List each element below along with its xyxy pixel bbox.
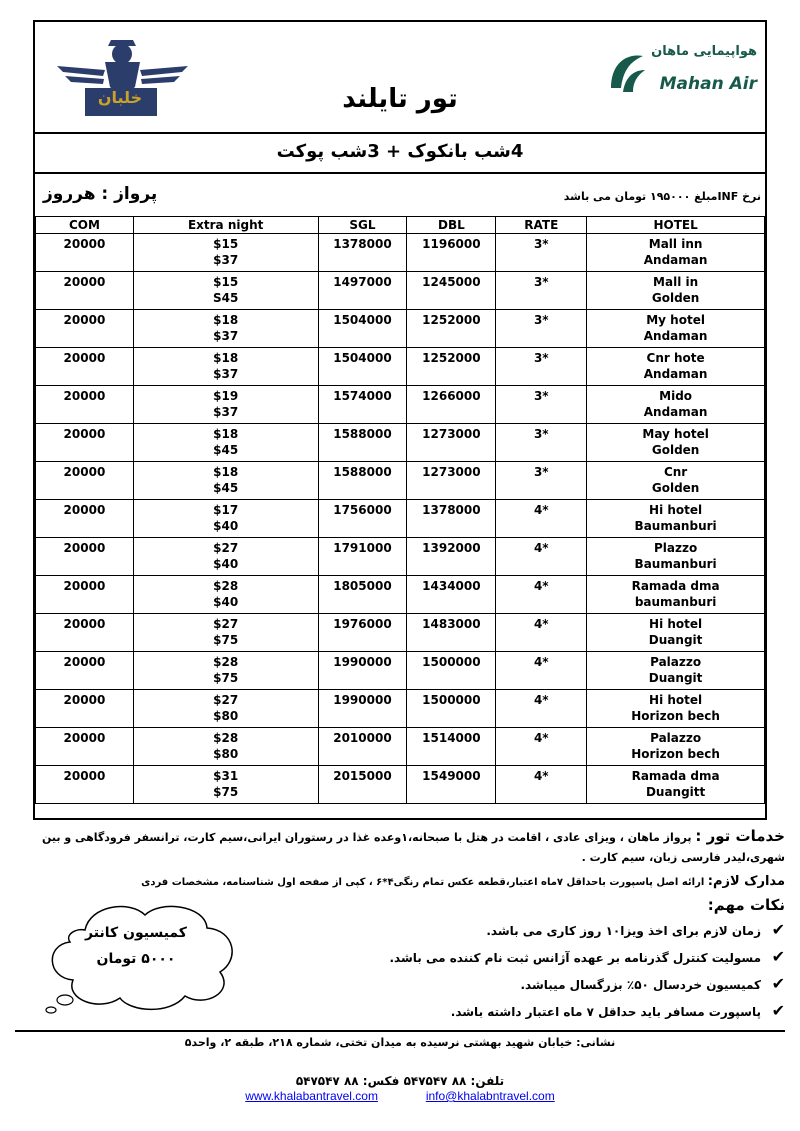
table-row — [36, 576, 765, 614]
extra-night-cell: $28 $40 — [133, 576, 318, 614]
dbl-cell: 1252000 — [407, 310, 496, 348]
documents-label: مدارک لازم: — [707, 874, 785, 889]
com-cell: 20000 — [36, 766, 134, 804]
com-cell: 20000 — [36, 462, 134, 500]
rate-cell: 4* — [496, 690, 587, 728]
table-row — [36, 728, 765, 766]
checkmark-icon: ✔ — [771, 1001, 785, 1020]
table-row — [36, 272, 765, 310]
email-link[interactable]: info@khalabntravel.com — [425, 1089, 555, 1103]
phone-fax: تلفن: ۸۸ ۵۴۷۵۴۷ فکس: ۸۸ ۵۴۷۵۴۷ — [295, 1074, 505, 1088]
dbl-cell: 1378000 — [407, 500, 496, 538]
rate-cell: 4* — [496, 728, 587, 766]
header-extra-night: Extra night — [133, 217, 318, 234]
commission-note — [76, 920, 196, 972]
sgl-cell: 2015000 — [318, 766, 407, 804]
table-row — [36, 348, 765, 386]
airline-name-en: Mahan Air — [659, 74, 757, 94]
header-sgl: SGL — [318, 217, 407, 234]
dbl-cell: 1273000 — [407, 462, 496, 500]
hotel-cell: Hi hotel Horizon bech — [587, 690, 765, 728]
services-label: خدمات تور : — [695, 827, 785, 845]
sgl-cell: 1497000 — [318, 272, 407, 310]
mahan-logo — [607, 44, 757, 104]
agency-name: خلبان — [97, 88, 143, 107]
extra-night-cell: $19 $37 — [133, 386, 318, 424]
hotel-cell: Mall in Golden — [587, 272, 765, 310]
dbl-cell: 1266000 — [407, 386, 496, 424]
sgl-cell: 1756000 — [318, 500, 407, 538]
hotel-cell: Palazzo Horizon bech — [587, 728, 765, 766]
footer-divider — [15, 1030, 785, 1032]
sgl-cell: 1588000 — [318, 462, 407, 500]
rate-cell: 3* — [496, 310, 587, 348]
hotel-cell: Hi hotel Duangit — [587, 614, 765, 652]
info-bar — [35, 172, 765, 216]
notes-list — [355, 918, 785, 1026]
dbl-cell: 1273000 — [407, 424, 496, 462]
sgl-cell: 1990000 — [318, 690, 407, 728]
commission-line-1: کمیسیون کانتر — [85, 925, 187, 941]
rate-cell: 4* — [496, 538, 587, 576]
com-cell: 20000 — [36, 690, 134, 728]
header-hotel: HOTEL — [587, 217, 765, 234]
com-cell: 20000 — [36, 652, 134, 690]
checkmark-icon: ✔ — [771, 974, 785, 993]
rate-cell: 3* — [496, 272, 587, 310]
table-row — [36, 766, 765, 804]
dbl-cell: 1434000 — [407, 576, 496, 614]
rate-cell: 3* — [496, 386, 587, 424]
inf-price-note: نرخ INFمبلغ ۱۹۵۰۰۰ تومان می باشد — [563, 190, 761, 203]
main-frame — [33, 20, 767, 820]
checkmark-icon: ✔ — [771, 920, 785, 939]
sgl-cell: 1990000 — [318, 652, 407, 690]
dbl-cell: 1514000 — [407, 728, 496, 766]
extra-night-cell: $27 $75 — [133, 614, 318, 652]
com-cell: 20000 — [36, 234, 134, 272]
dbl-cell: 1500000 — [407, 690, 496, 728]
sgl-cell: 1976000 — [318, 614, 407, 652]
dbl-cell: 1549000 — [407, 766, 496, 804]
note-item: ✔زمان لازم برای اخذ ویزا۱۰ روز کاری می باشد. — [355, 918, 785, 945]
com-cell: 20000 — [36, 500, 134, 538]
dbl-cell: 1483000 — [407, 614, 496, 652]
extra-night-cell: $15 S45 — [133, 272, 318, 310]
sgl-cell: 1805000 — [318, 576, 407, 614]
dbl-cell: 1392000 — [407, 538, 496, 576]
com-cell: 20000 — [36, 386, 134, 424]
tour-services — [15, 826, 785, 868]
com-cell: 20000 — [36, 614, 134, 652]
required-documents — [15, 874, 785, 889]
table-row — [36, 386, 765, 424]
note-item: ✔پاسپورت مسافر باید حداقل ۷ ماه اعتبار داشته باشد. — [355, 999, 785, 1026]
contact-links — [15, 1089, 785, 1103]
sgl-cell: 1504000 — [318, 310, 407, 348]
table-row — [36, 500, 765, 538]
rate-cell: 4* — [496, 614, 587, 652]
header-dbl: DBL — [407, 217, 496, 234]
hotel-cell: Ramada dma Duangitt — [587, 766, 765, 804]
dbl-cell: 1500000 — [407, 652, 496, 690]
hotel-cell: Mido Andaman — [587, 386, 765, 424]
flight-days: پرواز : هرروز — [43, 184, 158, 204]
address: نشانی: خیابان شهید بهشتی نرسیده به میدان تختی، شماره ۲۱۸، طبقه ۲، واحد۵ — [184, 1036, 616, 1049]
rate-cell: 4* — [496, 500, 587, 538]
header-com: COM — [36, 217, 134, 234]
table-row — [36, 424, 765, 462]
note-item: ✔کمیسیون خردسال ۵۰٪ بزرگسال میباشد. — [355, 972, 785, 999]
hotel-cell: My hotel Andaman — [587, 310, 765, 348]
page-title: تور تایلند — [342, 84, 458, 114]
hotel-cell: Plazzo Baumanburi — [587, 538, 765, 576]
table-row — [36, 234, 765, 272]
extra-night-cell: $27 $40 — [133, 538, 318, 576]
com-cell: 20000 — [36, 424, 134, 462]
com-cell: 20000 — [36, 272, 134, 310]
extra-night-cell: $28 $80 — [133, 728, 318, 766]
table-row — [36, 462, 765, 500]
sgl-cell: 1504000 — [318, 348, 407, 386]
sgl-cell: 2010000 — [318, 728, 407, 766]
rate-cell: 4* — [496, 576, 587, 614]
com-cell: 20000 — [36, 576, 134, 614]
note-item: ✔مسولیت کنترل گذرنامه بر عهده آژانس ثبت نام کننده می باشد. — [355, 945, 785, 972]
extra-night-cell: $18 $45 — [133, 424, 318, 462]
tour-subtitle: 4شب بانکوک + 3شب پوکت — [35, 132, 765, 174]
services-text: پرواز ماهان ، ویزای عادی ، اقامت در هتل با صبحانه،۱وعده غذا در رستوران ایرانی،سیم کارت، ترانسفر فرودگاهی و بین شهری،لیدر فارسی زبان، سیم کارت . — [41, 831, 785, 864]
documents-text: ارائه اصل پاسپورت باحداقل ۷ماه اعتبار،قطعه عکس تمام رنگی۴*۶ ، کپی از صفحه اول شناسنامه، مشخصات فردی — [141, 877, 705, 888]
notes-title: نکات مهم: — [707, 896, 785, 914]
extra-night-cell: $18 $37 — [133, 348, 318, 386]
com-cell: 20000 — [36, 538, 134, 576]
table-row — [36, 538, 765, 576]
sgl-cell: 1574000 — [318, 386, 407, 424]
mahan-bird-icon — [607, 48, 647, 98]
rate-cell: 3* — [496, 462, 587, 500]
rate-cell: 3* — [496, 348, 587, 386]
rate-cell: 4* — [496, 766, 587, 804]
com-cell: 20000 — [36, 728, 134, 766]
airline-name-fa: هواپیمایی ماهان — [651, 44, 757, 59]
hotel-cell: Cnr hote Andaman — [587, 348, 765, 386]
extra-night-cell: $18 $37 — [133, 310, 318, 348]
commission-line-2: ۵۰۰۰ تومان — [96, 951, 176, 967]
table-row — [36, 652, 765, 690]
dbl-cell: 1252000 — [407, 348, 496, 386]
rate-cell: 3* — [496, 424, 587, 462]
table-header-row — [36, 217, 765, 234]
sgl-cell: 1588000 — [318, 424, 407, 462]
hotel-cell: Ramada dma baumanburi — [587, 576, 765, 614]
sgl-cell: 1378000 — [318, 234, 407, 272]
rate-cell: 3* — [496, 234, 587, 272]
com-cell: 20000 — [36, 310, 134, 348]
extra-night-cell: $28 $75 — [133, 652, 318, 690]
hotel-cell: Mall inn Andaman — [587, 234, 765, 272]
extra-night-cell: $18 $45 — [133, 462, 318, 500]
dbl-cell: 1196000 — [407, 234, 496, 272]
extra-night-cell: $15 $37 — [133, 234, 318, 272]
hotel-cell: Palazzo Duangit — [587, 652, 765, 690]
hotel-cell: Cnr Golden — [587, 462, 765, 500]
extra-night-cell: $27 $80 — [133, 690, 318, 728]
table-row — [36, 310, 765, 348]
checkmark-icon: ✔ — [771, 947, 785, 966]
hotel-rates-table — [35, 216, 765, 804]
table-row — [36, 614, 765, 652]
hotel-cell: Hi hotel Baumanburi — [587, 500, 765, 538]
rate-cell: 4* — [496, 652, 587, 690]
com-cell: 20000 — [36, 348, 134, 386]
table-row — [36, 690, 765, 728]
extra-night-cell: $31 $75 — [133, 766, 318, 804]
dbl-cell: 1245000 — [407, 272, 496, 310]
extra-night-cell: $17 $40 — [133, 500, 318, 538]
header — [35, 22, 765, 134]
header-rate: RATE — [496, 217, 587, 234]
website-link[interactable]: www.khalabantravel.com — [245, 1089, 378, 1103]
sgl-cell: 1791000 — [318, 538, 407, 576]
hotel-cell: May hotel Golden — [587, 424, 765, 462]
